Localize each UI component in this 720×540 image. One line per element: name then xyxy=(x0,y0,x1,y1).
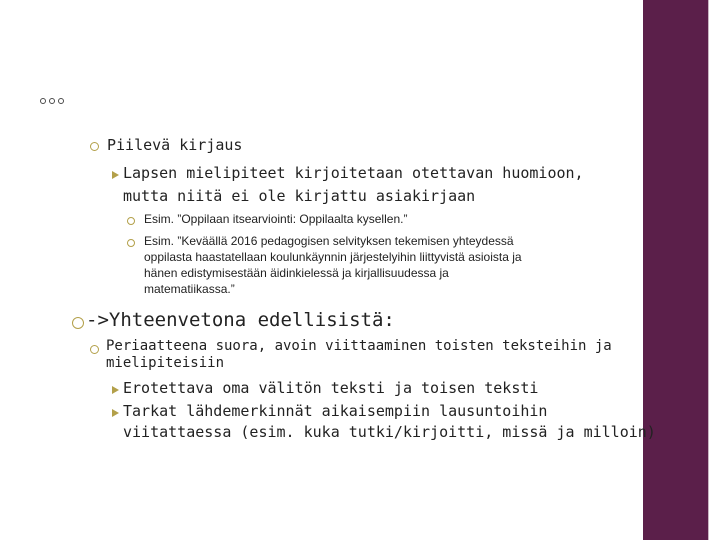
example-line: Esim. ”Keväällä 2016 pedagogisen selvityksen tekemisen yhteydessä xyxy=(144,234,514,248)
dot-icon xyxy=(49,98,55,104)
principle-line: mielipiteisiin xyxy=(106,355,225,371)
arrow-bullet-icon xyxy=(112,171,119,179)
section-heading: Piilevä kirjaus xyxy=(107,136,243,154)
example-line: hänen edistymisestään äidinkielessä ja kirjallisuudessa ja xyxy=(144,266,449,280)
circle-bullet-icon xyxy=(127,217,135,225)
sub-point-line: Lapsen mielipiteet kirjoitetaan otettavan huomioon, xyxy=(123,164,584,182)
sub-point-line: mutta niitä ei ole kirjattu asiakirjaan xyxy=(123,187,476,205)
circle-bullet-icon xyxy=(90,142,99,151)
example-line: Esim. ”Oppilaan itsearviointi: Oppilaalta kysellen.” xyxy=(144,212,408,226)
example-line: oppilasta haastatellaan koulunkäynnin järjestelyihin liittyvistä asioista ja xyxy=(144,250,522,264)
circle-bullet-icon xyxy=(90,345,99,354)
summary-point-line: viitattaessa (esim. kuka tutki/kirjoitti, missä ja milloin) xyxy=(123,423,656,441)
circle-bullet-icon xyxy=(127,239,135,247)
arrow-bullet-icon xyxy=(112,386,119,394)
summary-point-line: Erotettava oma välitön teksti ja toisen teksti xyxy=(123,379,539,397)
decorative-sidebar xyxy=(643,0,708,540)
example-line: matematiikassa.” xyxy=(144,282,235,296)
dot-icon xyxy=(58,98,64,104)
arrow-bullet-icon xyxy=(112,409,119,417)
summary-point-line: Tarkat lähdemerkinnät aikaisempiin lausuntoihin xyxy=(123,402,548,420)
decorative-dots xyxy=(40,98,64,104)
dot-icon xyxy=(40,98,46,104)
principle-line: Periaatteena suora, avoin viittaaminen toisten teksteihin ja xyxy=(106,338,612,354)
circle-bullet-icon xyxy=(72,317,84,329)
summary-heading: ->Yhteenvetona edellisistä: xyxy=(86,309,395,331)
sidebar-edge xyxy=(708,0,720,540)
